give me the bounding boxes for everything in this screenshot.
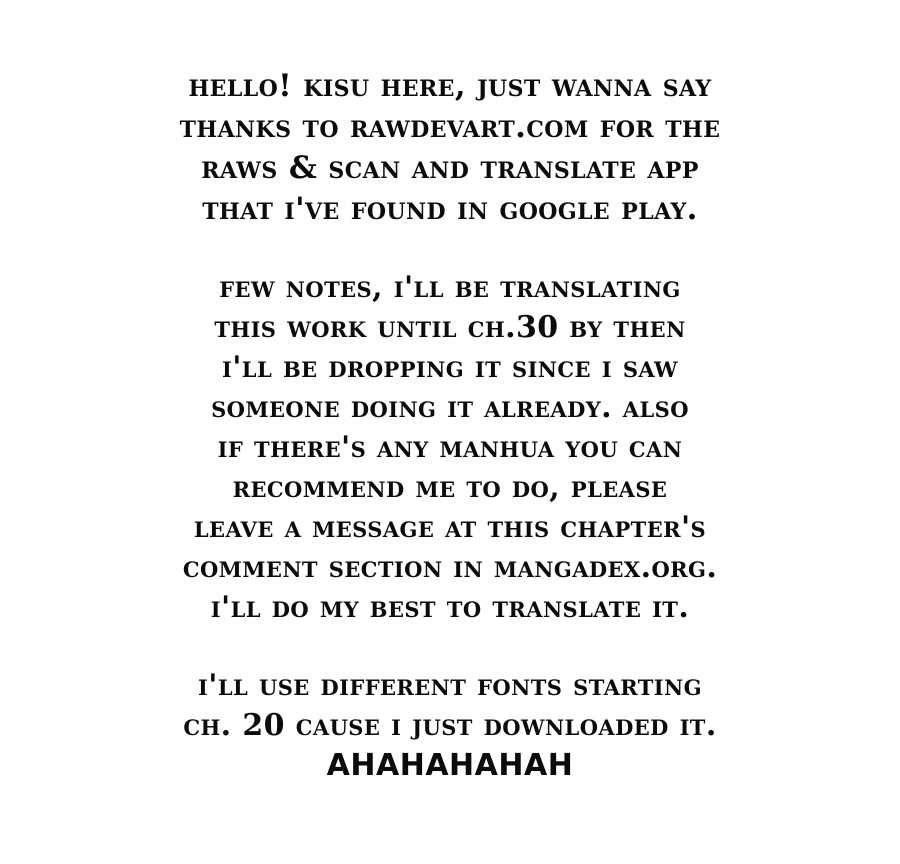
paragraph-intro xyxy=(40,66,860,230)
note-line: i'll do my best to translate it. xyxy=(210,590,690,625)
note-line: if there's any manhua you can xyxy=(217,430,683,465)
note-line: ch. 20 cause i just downloaded it. xyxy=(183,708,717,743)
note-line: raws & scan and translate app xyxy=(201,150,699,186)
note-line: hello! kisu here, just wanna say xyxy=(188,68,712,104)
note-line: this work until ch.30 by then xyxy=(214,310,686,345)
note-line: thanks to rawdevart.com for the xyxy=(179,109,721,145)
note-line: i'll use different fonts starting xyxy=(198,668,702,703)
note-line: few notes, i'll be translating xyxy=(219,270,681,305)
laughter-text: AHAHAHAHAH xyxy=(326,748,574,783)
note-line: recommend me to do, please xyxy=(232,470,668,505)
note-line: that i've found in google play. xyxy=(202,191,698,227)
note-line: comment section in mangadex.org. xyxy=(182,550,718,585)
note-line: someone doing it already. also xyxy=(211,390,689,425)
note-line: i'll be dropping it since i saw xyxy=(221,350,679,385)
paragraph-fonts xyxy=(40,666,860,786)
paragraph-notes xyxy=(40,268,860,628)
note-line: leave a message at this chapter's xyxy=(193,510,707,545)
